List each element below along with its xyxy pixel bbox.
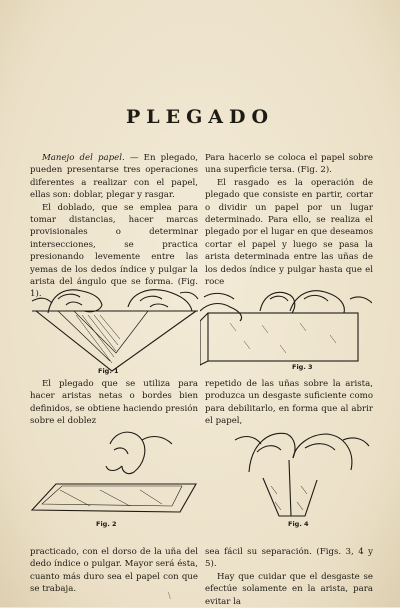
figure-2-illustration xyxy=(30,420,200,516)
figure-4-illustration xyxy=(205,420,373,520)
paragraph-separacion xyxy=(205,546,373,608)
page-title: PLEGADO xyxy=(125,106,275,128)
paragraph-dorso xyxy=(30,546,198,596)
section-heading: Manejo del papel. xyxy=(42,153,125,163)
paragraph-2: El doblado, que se emplea para tomar distancias, hacer marcas provisionales o determinar intersecciones, se practica presionando levemente entre las yemas de los dedos índice y pulgar la arista del ángulo que se forma. (Fig. 1). xyxy=(30,202,198,300)
paragraph-8: sea fácil su separación. (Figs. 3, 4 y 5). xyxy=(205,547,373,570)
paragraph-1-text: — En plegado, pueden presentarse tres operaciones diferentes a realizar con el papel, ellas son: doblar, plegar y rasgar. xyxy=(30,153,199,201)
paragraph-4: El rasgado es la operación de plegado que consiste en partir, cortar o dividir un papel por un lugar determinado. Para ello, se realiza el plegado por el lugar en que deseamos cortar el papel y luego se pasa la arista determinada entre las uñas de los dedos índice y pulgar hasta que el roce xyxy=(205,177,373,288)
figure-1-illustration xyxy=(30,283,200,373)
paragraph-6: repetido de las uñas sobre la arista, produzca un desgaste suficiente como para debilitarlo, en forma que al abrir el papel, xyxy=(205,379,373,427)
figure-3-illustration xyxy=(200,283,372,367)
figure-4-caption: Fig. 4 xyxy=(288,520,309,528)
paragraph-3: Para hacerlo se coloca el papel sobre una superficie tersa. (Fig. 2). xyxy=(205,153,373,176)
figure-1-caption: Fig. 1 xyxy=(98,367,119,375)
paragraph-5: El plegado que se utiliza para hacer aristas netas o bordes bien definidos, se obtiene haciendo presión sobre el doblez xyxy=(30,379,198,427)
figure-2-caption: Fig. 2 xyxy=(96,520,117,528)
paragraph-7: practicado, con el dorso de la uña del dedo índice o pulgar. Mayor será ésta, cuanto más duro sea el papel con que se trabaja. xyxy=(30,547,198,595)
paragraph-manejo xyxy=(30,152,198,301)
figure-3-caption: Fig. 3 xyxy=(292,363,313,371)
page-folio-mark: \ xyxy=(168,591,171,600)
paragraph-9: Hay que cuidar que el desgaste se efectúe solamente en la arista, para evitar la xyxy=(205,571,373,607)
paragraph-rasgado xyxy=(205,152,373,288)
